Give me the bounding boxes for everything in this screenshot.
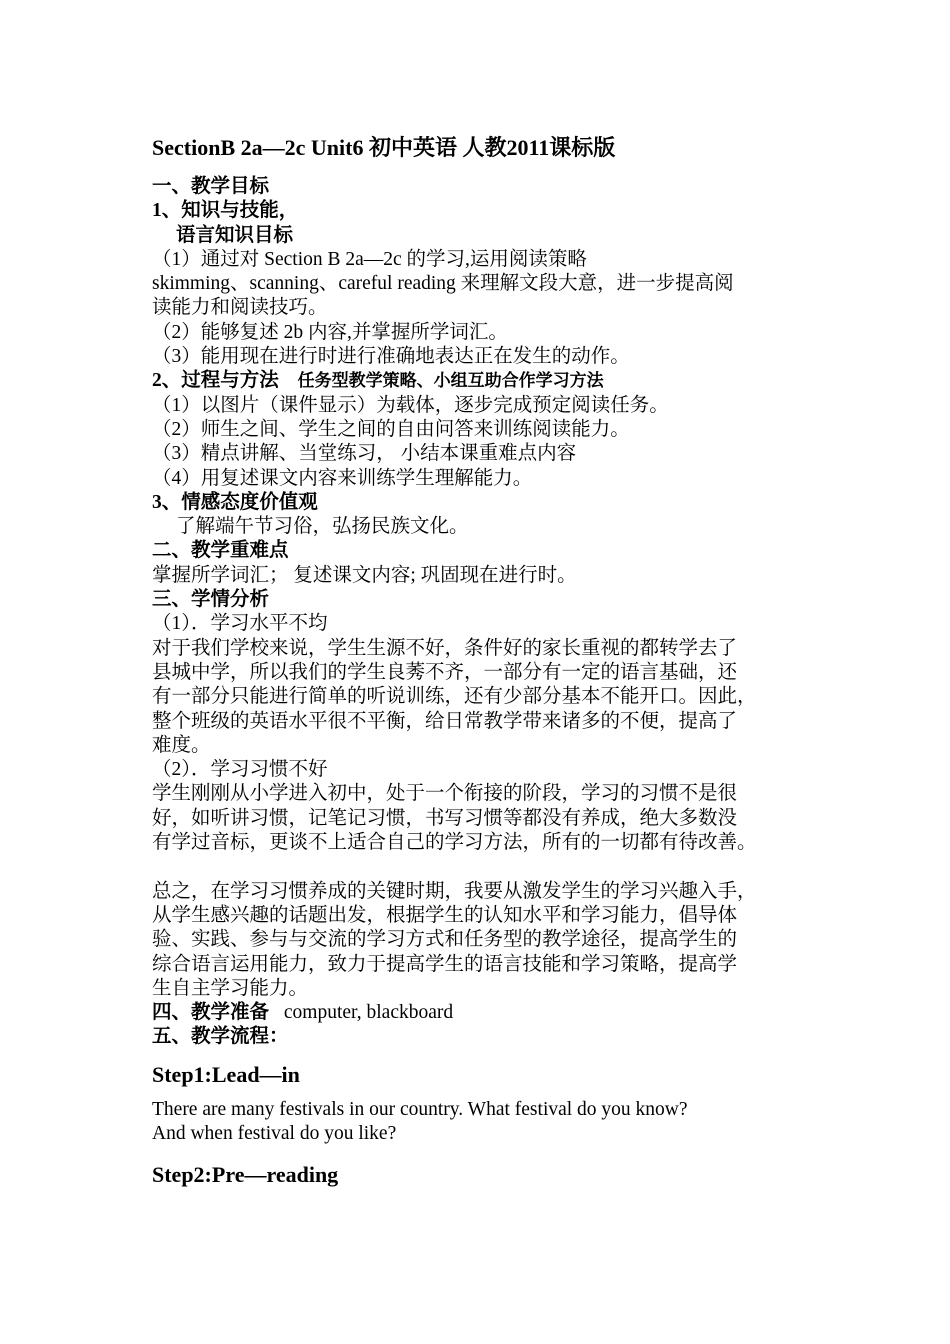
text-line: 生自主学习能力。 [152, 977, 309, 999]
document-page [152, 133, 832, 1196]
text-line: （3）能用现在进行时进行准确地表达正在发生的动作。 [152, 346, 630, 368]
text-line: （2）能够复述 2b 内容,并掌握所学词汇。 [152, 321, 508, 343]
text-line: 读能力和阅读技巧。 [152, 297, 328, 319]
text-line: 有学过音标，更谈不上适合自己的学习方法，所有的一切都有待改善。 [152, 832, 757, 854]
text-line: There are many festivals in our country. What festival do you know? [152, 1098, 688, 1120]
section-heading-preparation: 四、教学准备 [152, 1002, 270, 1024]
section-preparation [152, 1001, 832, 1025]
text-line: 总之，在学习习惯养成的关键时期，我要从激发学生的学习兴趣入手， [152, 880, 757, 902]
text-line: （1）．学习水平不均 [152, 613, 328, 635]
text-line: 掌握所学词汇； 复述课文内容; 巩固现在进行时。 [152, 564, 577, 586]
section-heading-objectives: 一、教学目标 [152, 176, 270, 197]
text-line: 学生刚刚从小学进入初中，处于一个衔接的阶段，学习的习惯不是很 [152, 783, 738, 805]
subheading-knowledge: 1、知识与技能， [152, 200, 299, 222]
text-line: 难度。 [152, 734, 211, 756]
text-line: （4）用复述课文内容来训练学生理解能力。 [152, 467, 533, 489]
process-method: 任务型教学策略、小组互助合作学习方法 [297, 371, 604, 391]
text-line: 整个班级的英语水平很不平衡，给日常教学带来诸多的不便，提高了 [152, 710, 738, 732]
text-line: 验、实践、参与与交流的学习方式和任务型的教学途径，提高学生的 [152, 929, 738, 951]
text-line: 对于我们学校来说，学生生源不好，条件好的家长重视的都转学去了 [152, 637, 738, 659]
text-line: （1）通过对 Section B 2a—2c 的学习,运用阅读策略 [152, 248, 587, 270]
subheading-emotion: 3、情感态度价值观 [152, 491, 318, 513]
text-line: 好，如听讲习惯，记笔记习惯，书写习惯等都没有养成，绝大多数没 [152, 807, 738, 829]
text-line: 从学生感兴趣的话题出发，根据学生的认知水平和学习能力，倡导体 [152, 904, 738, 926]
subheading-language-goals: 语言知识目标 [176, 224, 294, 246]
text-line: 综合语言运用能力，致力于提高学生的语言技能和学习策略，提高学 [152, 953, 738, 975]
text-line: skimming、scanning、careful reading 来理解文段大意，进一步提高阅 [152, 273, 734, 295]
step2-heading: Step2:Pre—reading [152, 1162, 339, 1188]
section-heading-procedure: 五、教学流程： [152, 1026, 289, 1048]
text-line: （1）以图片（课件显示）为载体，逐步完成预定阅读任务。 [152, 394, 669, 416]
text-line: 了解端午节习俗，弘扬民族文化。 [176, 516, 469, 538]
document-title: SectionB 2a—2c Unit6 初中英语 人教2011课标版 [152, 135, 616, 160]
text-line: 有一部分只能进行简单的听说训练，还有少部分基本不能开口。因此， [152, 686, 757, 708]
text-line: 县城中学，所以我们的学生良莠不齐，一部分有一定的语言基础，还 [152, 661, 738, 683]
section-heading-analysis: 三、学情分析 [152, 589, 270, 611]
text-line: And when festival do you like? [152, 1122, 397, 1144]
subheading-process [152, 369, 832, 393]
blank-line [152, 855, 832, 879]
process-heading: 2、过程与方法 [152, 370, 279, 392]
text-line: （2）．学习习惯不好 [152, 759, 328, 781]
preparation-items: computer, blackboard [283, 1002, 454, 1024]
section-heading-key-points: 二、教学重难点 [152, 540, 289, 562]
step1-heading: Step1:Lead—in [152, 1061, 300, 1087]
text-line: （2）师生之间、学生之间的自由问答来训练阅读能力。 [152, 418, 630, 440]
text-line: （3）精点讲解、当堂练习， 小结本课重难点内容 [152, 443, 577, 465]
